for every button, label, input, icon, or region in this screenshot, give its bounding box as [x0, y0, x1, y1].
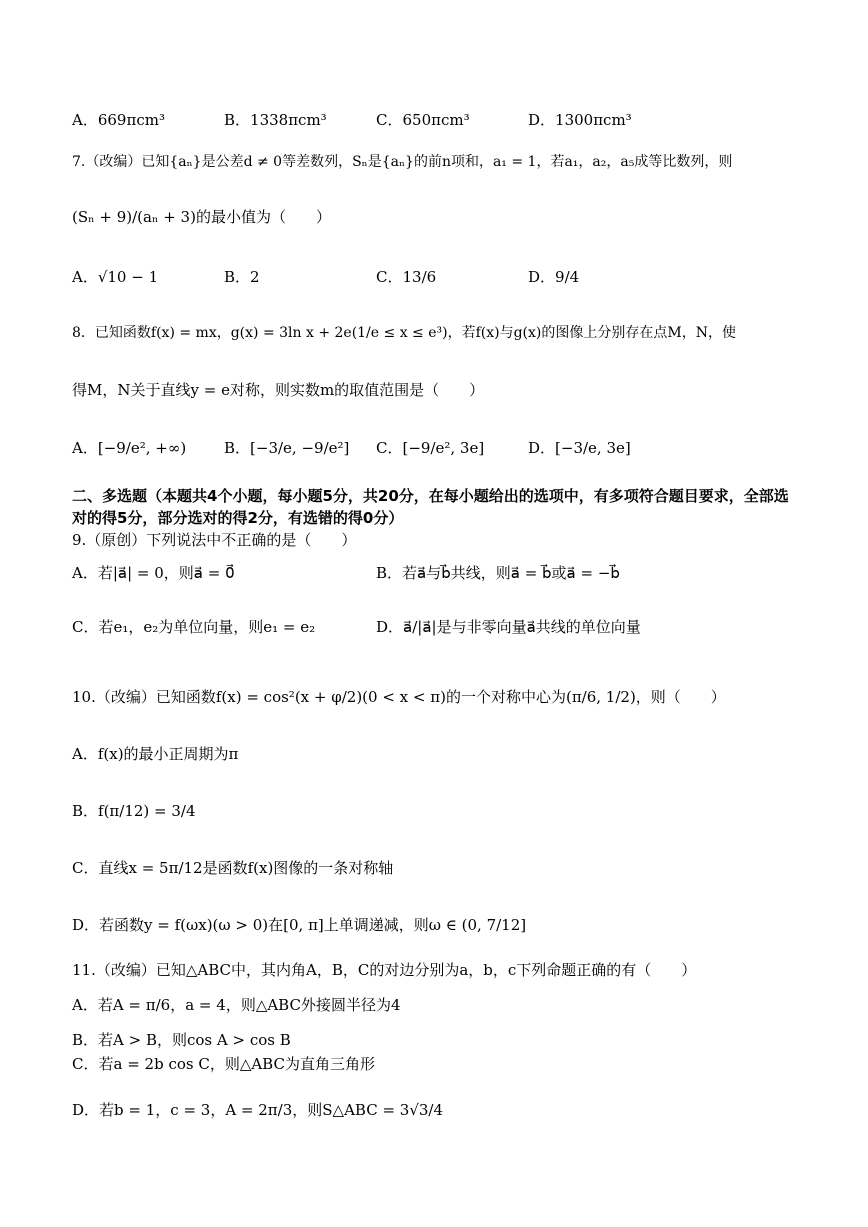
- q9-option-a: A．若|a⃗| = 0，则a⃗ = 0⃗: [72, 564, 235, 582]
- q10-option-c: C．直线x = 5π/12是函数f(x)图像的一条对称轴: [72, 859, 394, 877]
- q8-option-b: B．[−3/e, −9/e²]: [224, 439, 350, 457]
- q9-option-d: D．a⃗/|a⃗|是与非零向量a⃗共线的单位向量: [376, 618, 641, 636]
- q6-option-c: C．650πcm³: [376, 111, 470, 129]
- q10-option-a: A．f(x)的最小正周期为π: [72, 745, 239, 763]
- q8-stem-line1: 8．已知函数f(x) = mx，g(x) = 3ln x + 2e(1/e ≤ x ≤ e³)，若f(x)与g(x)的图像上分别存在点M，N，使: [72, 325, 736, 341]
- q9-option-b: B．若a⃗与b⃗共线，则a⃗ = b⃗或a⃗ = −b⃗: [376, 564, 620, 582]
- section-heading-multiple-choice: 二、多选题（本题共4个小题，每小题5分，共20分，在每小题给出的选项中，有多项符合题目要求，全部选对的得5分，部分选对的得2分，有选错的得0分）: [72, 487, 789, 527]
- q11-option-b: B．若A > B，则cos A > cos B: [72, 1031, 291, 1049]
- q7-option-b: B．2: [224, 268, 260, 286]
- q10-option-d: D．若函数y = f(ωx)(ω > 0)在[0, π]上单调递减，则ω ∈ (0, 7/12]: [72, 916, 527, 934]
- q8-option-c: C．[−9/e², 3e]: [376, 439, 485, 457]
- q8-option-a: A．[−9/e², +∞): [72, 439, 187, 457]
- q10-option-b: B．f(π/12) = 3/4: [72, 802, 196, 820]
- q8-option-d: D．[−3/e, 3e]: [528, 439, 631, 457]
- q7-stem-line1: 7.（改编）已知{aₙ}是公差d ≠ 0等差数列，Sₙ是{aₙ}的前n项和，a₁ = 1，若a₁，a₂，a₅成等比数列，则: [72, 154, 733, 170]
- q8-stem-line2: 得M，N关于直线y = e对称，则实数m的取值范围是（ ）: [72, 381, 485, 399]
- q7-option-a: A．√10 − 1: [72, 268, 159, 286]
- q9-option-c: C．若e₁，e₂为单位向量，则e₁ = e₂: [72, 618, 316, 636]
- q7-option-c: C．13/6: [376, 268, 437, 286]
- q11-stem: 11.（改编）已知△ABC中，其内角A，B，C的对边分别为a，b，c下列命题正确的有（ ）: [72, 961, 697, 979]
- q11-option-d: D．若b = 1，c = 3，A = 2π/3，则S△ABC = 3√3/4: [72, 1101, 444, 1119]
- q7-stem-line2: (Sₙ + 9)/(aₙ + 3)的最小值为（ ）: [72, 208, 331, 226]
- q6-option-a: A．669πcm³: [72, 111, 165, 129]
- q10-stem: 10.（改编）已知函数f(x) = cos²(x + φ/2)(0 < x < π)的一个对称中心为(π/6, 1/2)，则（ ）: [72, 688, 726, 706]
- q7-option-d: D．9/4: [528, 268, 580, 286]
- q9-stem: 9.（原创）下列说法中不正确的是（ ）: [72, 531, 357, 549]
- q11-option-c: C．若a = 2b cos C，则△ABC为直角三角形: [72, 1055, 375, 1073]
- q11-option-a: A．若A = π/6，a = 4，则△ABC外接圆半径为4: [72, 996, 401, 1014]
- q6-option-b: B．1338πcm³: [224, 111, 327, 129]
- q6-option-d: D．1300πcm³: [528, 111, 632, 129]
